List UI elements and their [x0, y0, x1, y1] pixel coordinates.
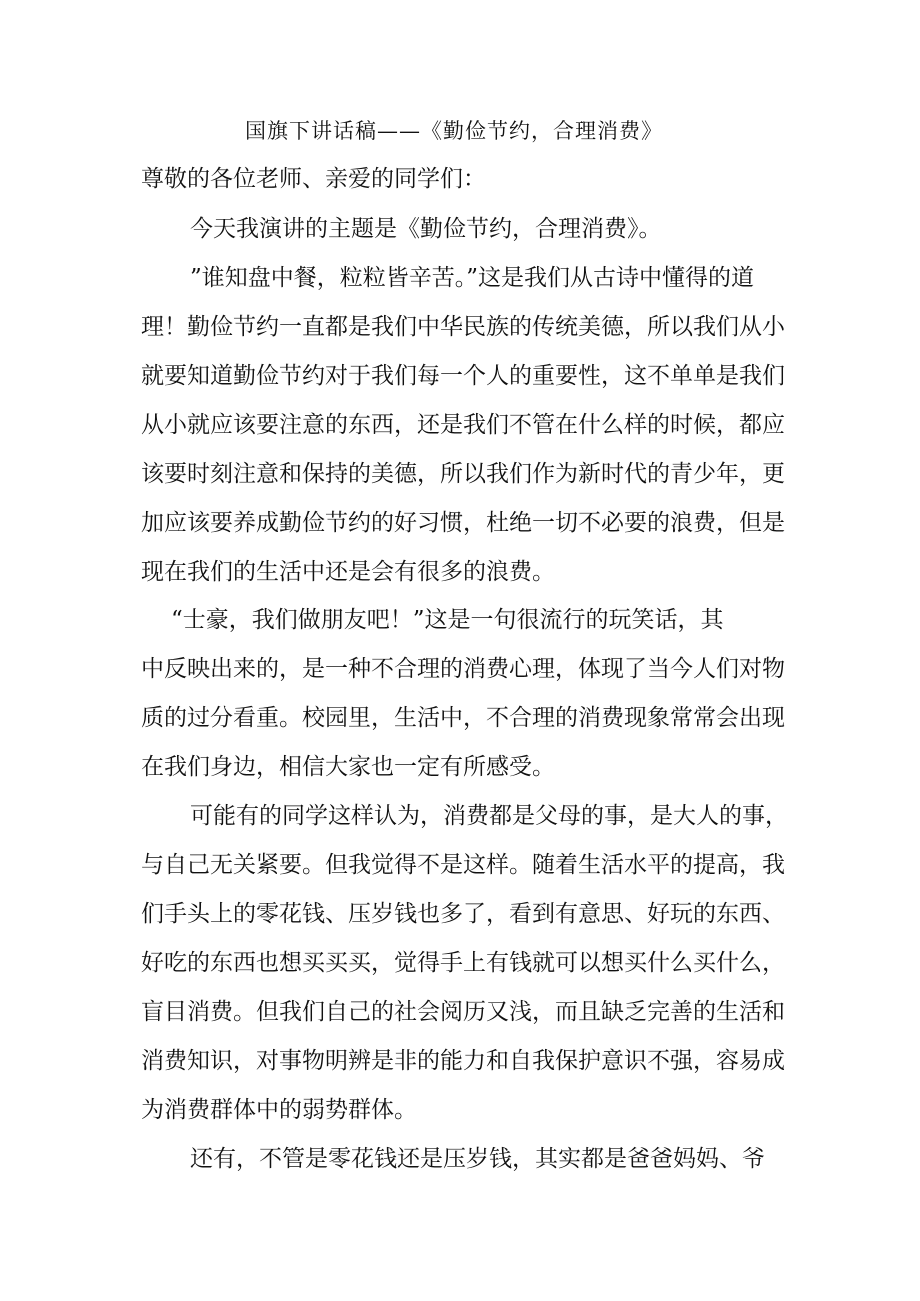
paragraph-line: 与自己无关紧要。但我觉得不是这样。随着生活水平的提高，我 [141, 852, 785, 878]
paragraph-line: 中反映出来的，是一种不合理的消费心理，体现了当今人们对物 [141, 656, 785, 682]
paragraph-line: 可能有的同学这样认为，消费都是父母的事，是大人的事， [190, 803, 788, 829]
paragraph-line: 就要知道勤俭节约对于我们每一个人的重要性，这不单单是我们 [141, 363, 785, 389]
paragraph-line: 在我们身边，相信大家也一定有所感受。 [141, 754, 555, 780]
paragraph-line: 质的过分看重。校园里，生活中，不合理的消费现象常常会出现 [141, 705, 785, 731]
paragraph-line: 现在我们的生活中还是会有很多的浪费。 [141, 559, 555, 585]
paragraph-line: 加应该要养成勤俭节约的好习惯，杜绝一切不必要的浪费，但是 [141, 510, 785, 536]
paragraph-line: 还有，不管是零花钱还是压岁钱，其实都是爸爸妈妈、爷 [190, 1146, 765, 1172]
paragraph-line: 消费知识，对事物明辨是非的能力和自我保护意识不强，容易成 [141, 1048, 785, 1074]
paragraph-line: 该要时刻注意和保持的美德，所以我们作为新时代的青少年，更 [141, 461, 785, 487]
paragraph-line: 们手头上的零花钱、压岁钱也多了，看到有意思、好玩的东西、 [141, 901, 785, 927]
paragraph-line: 今天我演讲的主题是《勤俭节约，合理消费》。 [190, 216, 662, 242]
paragraph-line: 为消费群体中的弱势群体。 [141, 1097, 417, 1123]
paragraph-line: 理！勤俭节约一直都是我们中华民族的传统美德，所以我们从小 [141, 314, 785, 340]
paragraph-line: “士豪，我们做朋友吧！”这是一句很流行的玩笑话，其 [171, 607, 724, 633]
paragraph-line: ”谁知盘中餐，粒粒皆辛苦。”这是我们从古诗中懂得的道 [190, 265, 755, 291]
greeting-line: 尊敬的各位老师、亲爱的同学们： [141, 166, 486, 192]
document-title: 国旗下讲话稿——《勤俭节约，合理消费》 [245, 119, 663, 143]
paragraph-line: 好吃的东西也想买买买，觉得手上有钱就可以想买什么买什么， [141, 950, 785, 976]
paragraph-line: 盲目消费。但我们自己的社会阅历又浅，而且缺乏完善的生活和 [141, 999, 785, 1025]
paragraph-line: 从小就应该要注意的东西，还是我们不管在什么样的时候，都应 [141, 412, 785, 438]
